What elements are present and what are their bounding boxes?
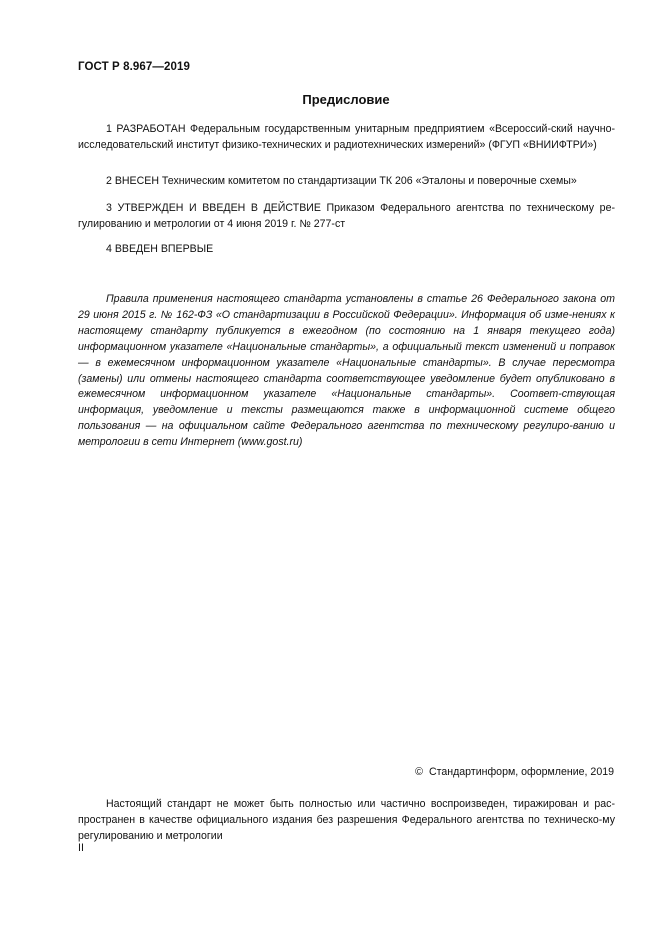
reproduction-notice: Настоящий стандарт не может быть полностью или частично воспроизведен, тиражирован и рас-пространен в качестве официального издания без разрешения Федерального агентства по техническо-му регулированию и метрологии <box>78 798 615 842</box>
copyright-line <box>415 766 614 778</box>
application-rules-notice: Правила применения настоящего стандарта установлены в статье 26 Федерального закона от 29 июня 2015 г. № 162-ФЗ «О стандартизации в Российской Федерации». Информация об изме-нениях к настоящему стандарту публикуется в ежегодном (по состоянию на 1 января текущего года) информационном указателе «Национальные стандарты», а официальный текст изменений и поправок — в ежемесячном информационном указателе «Национальные стандарты». В случае пересмотра (замены) или отмены настоящего стандарта соответствующее уведомление будет опубликовано в ежемесячном информационном указателе «Национальные стандарты». Соответ-ствующая информация, уведомление и тексты размещаются также в информационной системе общего пользования — на официальном сайте Федерального агентства по техническому регулиро-ванию и метрологии в сети Интернет (www.gost.ru) <box>78 293 615 449</box>
copyright-text: Стандартинформ, оформление, 2019 <box>428 766 614 778</box>
standard-code: ГОСТ Р 8.967—2019 <box>78 61 190 73</box>
foreword-item-developed: 1 РАЗРАБОТАН Федеральным государственным унитарным предприятием «Всероссий-ский научно-исследовательский институт физико-технических и радиотехнических измерений» (ФГУП «ВНИИФТРИ») <box>78 123 615 152</box>
page-number: II <box>78 842 84 854</box>
foreword-item-introduced: 2 ВНЕСЕН Техническим комитетом по стандартизации ТК 206 «Эталоны и поверочные схемы» <box>106 175 577 187</box>
foreword-item-approved: 3 УТВЕРЖДЕН И ВВЕДЕН В ДЕЙСТВИЕ Приказом Федерального агентства по техническому ре-гулированию и метрологии от 4 июня 2019 г. № 277-ст <box>78 202 615 231</box>
foreword-item-first-time: 4 ВВЕДЕН ВПЕРВЫЕ <box>106 243 214 255</box>
foreword-title: Предисловие <box>302 92 390 107</box>
copyright-sign: © <box>415 766 423 778</box>
